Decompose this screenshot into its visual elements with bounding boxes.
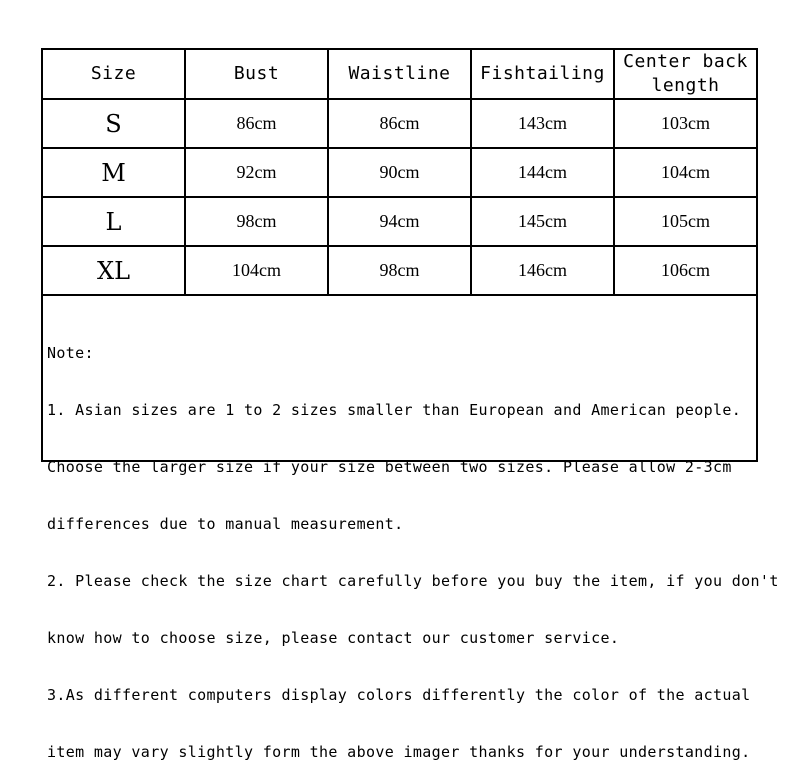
header-bust: Bust xyxy=(185,49,328,99)
header-fishtailing: Fishtailing xyxy=(471,49,614,99)
table-header-row xyxy=(42,49,757,99)
center-back-length-cell: 105cm xyxy=(614,197,757,246)
notes-line: item may vary slightly form the above imager thanks for your understanding. xyxy=(47,743,751,761)
bust-cell: 98cm xyxy=(185,197,328,246)
table-row xyxy=(42,197,757,246)
header-size: Size xyxy=(42,49,185,99)
bust-cell: 104cm xyxy=(185,246,328,295)
waistline-cell: 94cm xyxy=(328,197,471,246)
waistline-cell: 98cm xyxy=(328,246,471,295)
notes-box xyxy=(41,294,779,761)
bust-cell: 86cm xyxy=(185,99,328,148)
fishtailing-cell: 143cm xyxy=(471,99,614,148)
fishtailing-cell: 144cm xyxy=(471,148,614,197)
notes-line: 1. Asian sizes are 1 to 2 sizes smaller than European and American people. xyxy=(47,401,742,419)
notes-line: differences due to manual measurement. xyxy=(47,515,404,533)
header-center-back-length xyxy=(614,49,757,99)
center-back-length-cell: 104cm xyxy=(614,148,757,197)
size-chart-table xyxy=(41,48,758,296)
notes-heading: Note: xyxy=(47,344,94,362)
header-waistline: Waistline xyxy=(328,49,471,99)
notes-line: Choose the larger size if your size between two sizes. Please allow 2-3cm xyxy=(47,458,732,476)
size-cell: S xyxy=(42,99,185,148)
size-cell: M xyxy=(42,148,185,197)
table-row xyxy=(42,246,757,295)
table-row xyxy=(42,148,757,197)
notes-line: 2. Please check the size chart carefully before you buy the item, if you don't xyxy=(47,572,779,590)
waistline-cell: 86cm xyxy=(328,99,471,148)
fishtailing-cell: 146cm xyxy=(471,246,614,295)
size-cell: L xyxy=(42,197,185,246)
bust-cell: 92cm xyxy=(185,148,328,197)
table-row xyxy=(42,99,757,148)
waistline-cell: 90cm xyxy=(328,148,471,197)
center-back-length-cell: 103cm xyxy=(614,99,757,148)
notes-line: know how to choose size, please contact our customer service. xyxy=(47,629,620,647)
size-cell: XL xyxy=(42,246,185,295)
center-back-length-cell: 106cm xyxy=(614,246,757,295)
notes-line: 3.As different computers display colors differently the color of the actual xyxy=(47,686,751,704)
header-center-back-length-text: Center back length xyxy=(623,51,748,96)
fishtailing-cell: 145cm xyxy=(471,197,614,246)
